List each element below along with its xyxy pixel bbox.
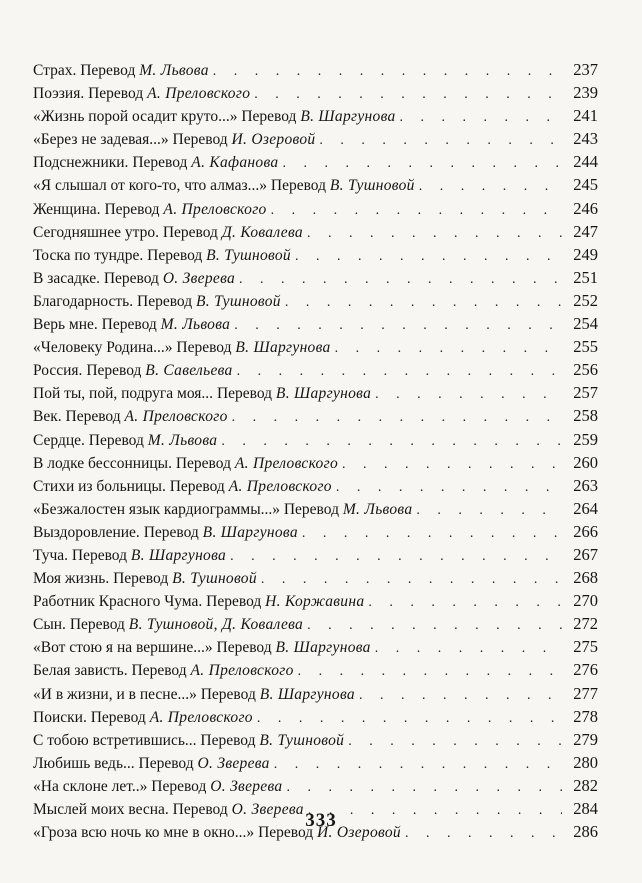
toc-entry-text: [33, 359, 233, 381]
toc-page-number: 277: [573, 683, 598, 703]
translator-name: А. Преловского: [234, 454, 338, 472]
translation-word: Перевод: [200, 685, 256, 703]
translator-name: В. Тушновой: [196, 292, 281, 310]
translation-word: Перевод: [172, 131, 228, 149]
translation-word: Перевод: [132, 154, 188, 172]
translator-name: В. Тушновой: [206, 246, 291, 264]
translation-word: Перевод: [175, 454, 231, 472]
toc-page-number: 278: [573, 706, 598, 726]
dot-leader: [221, 430, 562, 451]
toc-entry-text: [33, 267, 235, 289]
translation-word: Перевод: [206, 593, 262, 611]
toc-page-number: 263: [573, 475, 598, 495]
toc-page-number: 258: [573, 406, 598, 426]
toc-entry-text: [33, 198, 267, 220]
toc-page-number: 244: [573, 152, 598, 172]
toc-entry: [33, 497, 598, 520]
translator-name: О. Зверева: [162, 269, 236, 287]
poem-title: Мыслей моих весна.: [33, 801, 169, 818]
poem-title: Стихи из больницы.: [33, 477, 166, 495]
translation-word: Перевод: [71, 546, 127, 564]
translation-word: Перевод: [113, 570, 169, 588]
translator-name: В. Тушновой, Д. Ковалева: [128, 616, 304, 634]
dot-leader: [295, 245, 562, 266]
translator-name: М. Львова: [147, 431, 218, 449]
toc-entry-text: [33, 752, 270, 774]
toc-entry-text: [33, 775, 282, 797]
translation-word: Перевод: [88, 431, 144, 449]
toc-page-number: 284: [573, 799, 598, 818]
translator-name: В. Шаргунова: [235, 339, 331, 357]
poem-title: Женщина.: [33, 200, 101, 218]
toc-entry-text: [33, 659, 294, 681]
poem-title: В лодке бессонницы.: [33, 454, 172, 472]
translator-name: А. Преловского: [124, 408, 228, 426]
dot-leader: [375, 637, 562, 658]
toc-page-number: 272: [573, 614, 598, 634]
translation-word: Перевод: [172, 801, 228, 818]
toc-page-number: 247: [573, 221, 598, 241]
translation-word: Перевод: [65, 408, 121, 426]
toc-entry: [33, 451, 598, 474]
toc-entry: [33, 220, 598, 243]
toc-entry-text: [33, 498, 412, 520]
toc-entry-text: [33, 313, 230, 335]
dot-leader: [286, 776, 562, 797]
poem-title: Сердце.: [33, 431, 85, 449]
toc-page-number: 245: [573, 175, 598, 195]
toc-entry-text: [33, 452, 338, 474]
toc-entry: [33, 58, 598, 81]
toc-page-number: 266: [573, 521, 598, 541]
toc-page-number: 280: [573, 752, 598, 772]
translator-name: Н. Коржавина: [265, 593, 365, 611]
translator-name: В. Савельева: [145, 362, 233, 380]
toc-entry-text: [33, 174, 415, 196]
translation-word: Перевод: [104, 200, 160, 218]
poem-title: «Я слышал от кого-то, что алмаз...»: [33, 177, 268, 195]
translation-word: Перевод: [80, 62, 136, 79]
toc-entry: [33, 289, 598, 312]
toc-page-number: 237: [573, 60, 598, 79]
dot-leader: [298, 660, 562, 681]
poem-title: «Безжалостен язык кардиограммы...»: [33, 500, 280, 518]
dot-leader: [271, 199, 562, 220]
poem-title: Страх.: [33, 62, 77, 79]
table-of-contents: [33, 58, 598, 843]
poem-title: «Вот стою я на вершине...»: [33, 639, 213, 657]
toc-entry-text: [33, 128, 315, 150]
poem-title: Любишь ведь...: [33, 754, 135, 772]
dot-leader: [348, 730, 562, 751]
poem-title: Век.: [33, 408, 62, 426]
toc-entry-text: [33, 706, 253, 728]
toc-page-number: 259: [573, 429, 598, 449]
toc-page-number: 270: [573, 591, 598, 611]
toc-page-number: 260: [573, 452, 598, 472]
toc-page-number: 249: [573, 244, 598, 264]
dot-leader: [257, 707, 562, 728]
toc-page-number: 254: [573, 314, 598, 334]
translation-word: Перевод: [216, 385, 273, 403]
toc-entry: [33, 81, 598, 104]
toc-entry-text: [33, 475, 332, 497]
toc-entry-text: [33, 382, 371, 404]
dot-leader: [274, 753, 562, 774]
toc-page-number: 276: [573, 660, 598, 680]
poem-title: «Человеку Родина...»: [33, 339, 173, 357]
poem-title: Моя жизнь.: [33, 570, 110, 588]
toc-entry: [33, 358, 598, 381]
toc-entry: [33, 404, 598, 427]
toc-entry: [33, 658, 598, 681]
dot-leader: [307, 222, 562, 243]
translator-name: А. Преловского: [147, 85, 251, 103]
poem-title: Туча.: [33, 546, 68, 564]
poem-title: Сегодняшнее утро.: [33, 223, 159, 241]
poem-title: «И в жизни, и в песне...»: [33, 685, 197, 703]
poem-title: Белая зависть.: [33, 662, 128, 680]
toc-entry: [33, 751, 598, 774]
translator-name: А. Преловского: [163, 200, 267, 218]
dot-leader: [416, 499, 562, 520]
toc-entry: [33, 474, 598, 497]
translation-word: Перевод: [176, 339, 232, 357]
dot-leader: [359, 684, 562, 705]
toc-entry: [33, 173, 598, 196]
translator-name: В. Шаргунова: [275, 385, 372, 403]
poem-title: Россия.: [33, 362, 83, 380]
toc-entry: [33, 197, 598, 220]
translator-name: В. Шаргунова: [259, 685, 355, 703]
poem-title: Пой ты, пой, подруга моя...: [33, 385, 214, 403]
dot-leader: [302, 522, 562, 543]
translator-name: А. Преловского: [228, 477, 332, 495]
translation-word: Перевод: [162, 223, 218, 241]
toc-entry: [33, 381, 598, 404]
toc-entry: [33, 104, 598, 127]
translation-word: Перевод: [138, 754, 194, 772]
translation-word: Перевод: [86, 362, 142, 380]
dot-leader: [234, 314, 562, 335]
dot-leader: [307, 614, 562, 635]
toc-entry-text: [33, 729, 344, 751]
toc-entry-text: [33, 405, 228, 427]
toc-entry-text: [33, 151, 278, 173]
poem-title: Благодарность.: [33, 292, 134, 310]
page-number: 333: [305, 810, 337, 831]
toc-page-number: 256: [573, 360, 598, 380]
translation-word: Перевод: [200, 731, 256, 749]
toc-entry-text: [33, 221, 303, 243]
poem-title: Сын.: [33, 616, 66, 634]
translation-word: Перевод: [88, 85, 144, 103]
toc-entry-text: [33, 636, 371, 658]
translation-word: Перевод: [131, 662, 187, 680]
translation-word: Перевод: [103, 269, 159, 287]
dot-leader: [368, 591, 562, 612]
poem-title: Верь мне.: [33, 316, 98, 334]
translator-name: А. Преловского: [149, 708, 253, 726]
toc-entry-text: [33, 336, 331, 358]
toc-entry: [33, 612, 598, 635]
translation-word: Перевод: [241, 108, 297, 126]
translator-name: И. Озеровой: [317, 824, 401, 842]
translator-name: М. Львова: [342, 500, 413, 518]
toc-page-number: 243: [573, 129, 598, 149]
translator-name: Д. Ковалева: [221, 223, 303, 241]
dot-leader: [375, 383, 562, 404]
translator-name: О. Зверева: [197, 754, 270, 772]
dot-leader: [232, 406, 562, 427]
dot-leader: [237, 360, 562, 381]
translator-name: В. Шаргунова: [130, 546, 227, 564]
dot-leader: [335, 337, 562, 358]
toc-page-number: 257: [573, 383, 598, 403]
translation-word: Перевод: [270, 177, 326, 195]
dot-leader: [239, 268, 562, 289]
toc-page-number: 268: [573, 568, 598, 588]
toc-entry-text: [33, 290, 281, 312]
translation-word: Перевод: [101, 316, 157, 334]
toc-entry: [33, 635, 598, 658]
toc-entry-text: [33, 429, 217, 451]
translation-word: Перевод: [137, 292, 193, 310]
toc-entry-text: [33, 521, 298, 543]
toc-page-number: 267: [573, 544, 598, 564]
poem-title: «Гроза всю ночь ко мне в окно...»: [33, 824, 255, 842]
translator-name: А. Кафанова: [191, 154, 279, 172]
toc-entry: [33, 682, 598, 705]
toc-page-number: 252: [573, 290, 598, 310]
toc-entry-text: [33, 613, 303, 635]
toc-entry: [33, 428, 598, 451]
translator-name: О. Зверева: [231, 801, 304, 818]
dot-leader: [261, 568, 562, 589]
poem-title: «На склоне лет..»: [33, 777, 148, 795]
poem-title: Тоска по тундре.: [33, 246, 144, 264]
dot-leader: [230, 545, 562, 566]
dot-leader: [282, 152, 562, 173]
poem-title: «Берез не задевая...»: [33, 131, 169, 149]
toc-page-number: 241: [573, 106, 598, 126]
dot-leader: [419, 175, 562, 196]
poem-title: Поиски.: [33, 708, 87, 726]
translator-name: В. Тушновой: [329, 177, 415, 195]
dot-leader: [254, 83, 562, 104]
toc-page-number: 275: [573, 637, 598, 657]
toc-entry: [33, 150, 598, 173]
translator-name: М. Львова: [139, 62, 209, 79]
toc-entry-text: [33, 105, 396, 127]
dot-leader: [400, 106, 562, 127]
translator-name: В. Шаргунова: [202, 523, 298, 541]
translation-word: Перевод: [216, 639, 272, 657]
dot-leader: [319, 129, 562, 150]
toc-entry: [33, 566, 598, 589]
toc-entry-text: [33, 244, 291, 266]
toc-entry: [33, 589, 598, 612]
poem-title: Работник Красного Чума.: [33, 593, 203, 611]
toc-entry-text: [33, 590, 364, 612]
toc-page-number: 286: [573, 822, 598, 842]
toc-page-number: 251: [573, 267, 598, 287]
translation-word: Перевод: [283, 500, 339, 518]
toc-page-number: 264: [573, 498, 598, 518]
poem-title: Поэзия.: [33, 85, 85, 103]
toc-entry-text: [33, 544, 226, 566]
toc-entry: [33, 705, 598, 728]
toc-entry-text: [33, 567, 257, 589]
dot-leader: [285, 291, 562, 312]
toc-entry: [33, 243, 598, 266]
translation-word: Перевод: [69, 616, 125, 634]
dot-leader: [213, 60, 562, 81]
toc-page-number: 239: [573, 83, 598, 103]
translator-name: В. Шаргунова: [300, 108, 396, 126]
translator-name: В. Тушновой: [172, 570, 257, 588]
toc-page-number: 279: [573, 729, 598, 749]
dot-leader: [342, 453, 562, 474]
toc-entry-text: [33, 59, 209, 81]
toc-entry-text: [33, 683, 355, 705]
translation-word: Перевод: [169, 477, 225, 495]
toc-entry: [33, 127, 598, 150]
toc-entry: [33, 728, 598, 751]
toc-entry-text: [33, 82, 250, 104]
translator-name: М. Львова: [160, 316, 231, 334]
toc-entry: [33, 774, 598, 797]
toc-page-number: 255: [573, 337, 598, 357]
translation-word: Перевод: [258, 824, 314, 842]
translation-word: Перевод: [143, 523, 199, 541]
toc-page-number: 246: [573, 198, 598, 218]
toc-entry: [33, 543, 598, 566]
toc-entry: [33, 312, 598, 335]
poem-title: В засадке.: [33, 269, 100, 287]
poem-title: Подснежники.: [33, 154, 129, 172]
toc-page-number: 282: [573, 775, 598, 795]
poem-title: Выздоровление.: [33, 523, 140, 541]
toc-entry: [33, 520, 598, 543]
poem-title: «Жизнь порой осадит круто...»: [33, 108, 238, 126]
translation-word: Перевод: [147, 246, 203, 264]
translation-word: Перевод: [151, 777, 207, 795]
translator-name: В. Шаргунова: [275, 639, 371, 657]
translator-name: О. Зверева: [210, 777, 283, 795]
toc-entry: [33, 266, 598, 289]
translation-word: Перевод: [90, 708, 146, 726]
translator-name: А. Преловского: [190, 662, 294, 680]
translator-name: И. Озеровой: [231, 131, 316, 149]
translator-name: В. Тушновой: [259, 731, 345, 749]
poem-title: С тобою встретившись...: [33, 731, 197, 749]
dot-leader: [336, 476, 562, 497]
toc-entry: [33, 335, 598, 358]
